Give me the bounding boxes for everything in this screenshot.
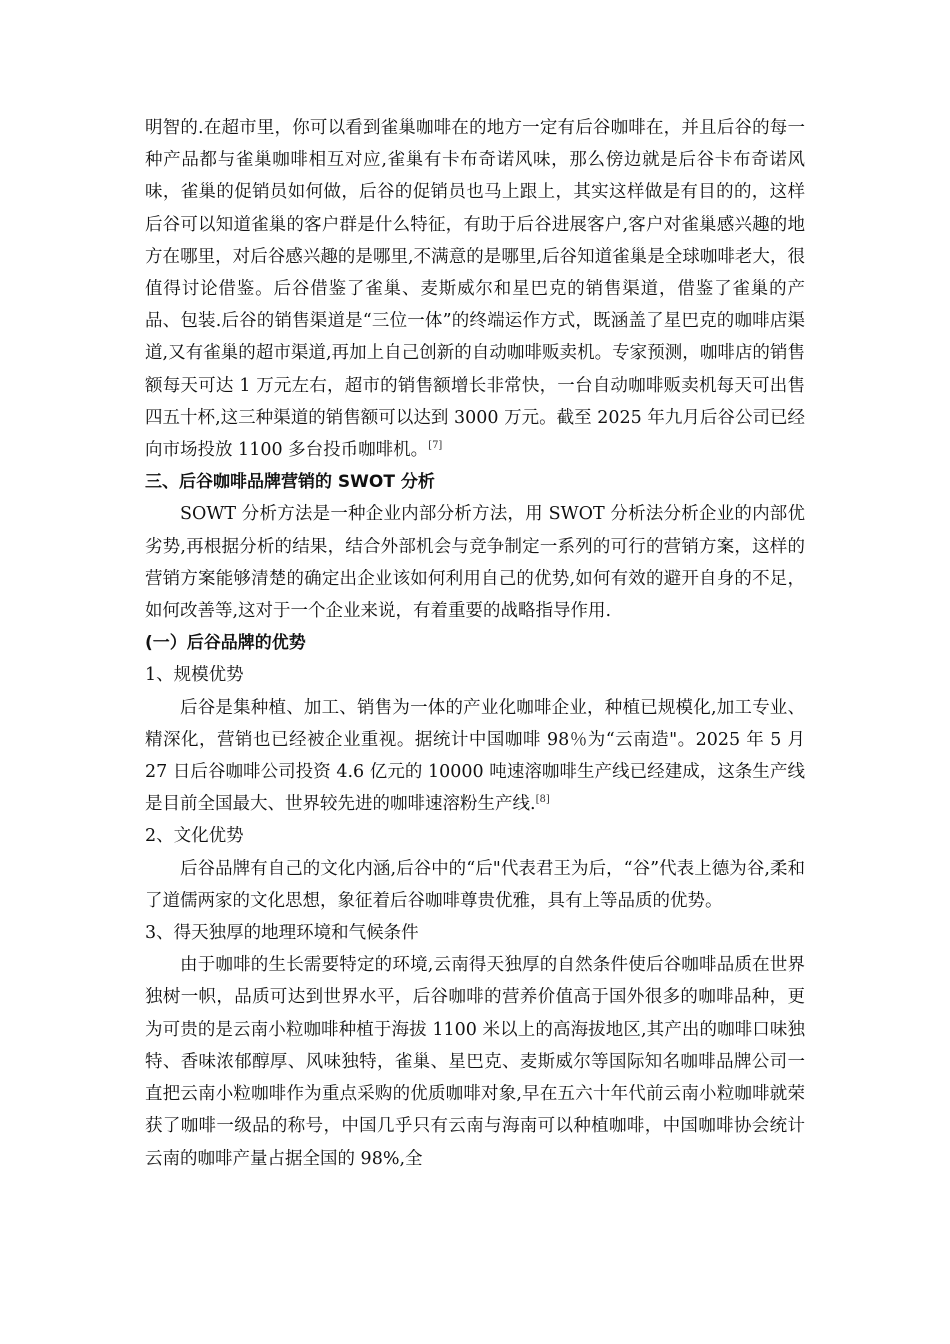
paragraph-scale [145,692,805,821]
paragraph-geography: 由于咖啡的生长需要特定的环境,云南得天独厚的自然条件使后谷咖啡品质在世界独树一帜，品质可达到世界水平，后谷咖啡的营养价值高于国外很多的咖啡品种，更为可贵的是云南小粒咖啡种植于海拔 1100 米以上的高海拔地区,其产出的咖啡口味独特、香味浓郁醇厚、风味独特，雀巢、星巴克、麦斯威尔等国际知名咖啡品牌公司一直把云南小粒咖啡作为重点采购的优质咖啡对象,早在五六十年代前云南小粒咖啡就荣获了咖啡一级品的称号，中国几乎只有云南与海南可以种植咖啡，中国咖啡协会统计云南的咖啡产量占据全国的 98%,全 [145,955,805,1169]
paragraph-swot-intro: SOWT 分析方法是一种企业内部分析方法，用 SWOT 分析法分析企业的内部优劣势,再根据分析的结果，结合外部机会与竞争制定一系列的可行的营销方案，这样的营销方案能够清楚的确定出企业该如何利用自己的优势,如何有效的避开自身的不足，如何改善等,这对于一个企业来说，有着重要的战略指导作用. [145,504,805,622]
section-heading-swot: 三、后谷咖啡品牌营销的 SWOT 分析 [145,472,435,493]
item-heading-culture: 2、文化优势 [145,826,244,847]
paragraph-culture: 后谷品牌有自己的文化内涵,后谷中的“后"代表君王为后，“谷”代表上德为谷,柔和了道儒两家的文化思想，象征着后谷咖啡尊贵优雅，具有上等品质的优势。 [145,858,805,911]
citation-ref: [8] [535,794,550,806]
subsection-heading-advantages: (一）后谷品牌的优势 [145,633,306,654]
document-body [145,112,805,1175]
paragraph-channels [145,112,805,466]
citation-ref: [7] [428,440,443,452]
paragraph-text: 明智的.在超市里，你可以看到雀巢咖啡在的地方一定有后谷咖啡在，并且后谷的每一种产品都与雀巢咖啡相互对应,雀巢有卡布奇诺风味，那么傍边就是后谷卡布奇诺风味，雀巢的促销员如何做，后谷的促销员也马上跟上，其实这样做是有目的的，这样后谷可以知道雀巢的客户群是什么特征，有助于后谷进展客户,客户对雀巢感兴趣的地方在哪里，对后谷感兴趣的是哪里,不满意的是哪里,后谷知道雀巢是全球咖啡老大，很值得讨论借鉴。后谷借鉴了雀巢、麦斯威尔和星巴克的销售渠道，借鉴了雀巢的产品、包装.后谷的销售渠道是“三位一体”的终端运作方式，既涵盖了星巴克的咖啡店渠道,又有雀巢的超市渠道,再加上自己创新的自动咖啡贩卖机。专家预测，咖啡店的销售额每天可达 1 万元左右，超市的销售额增长非常快，一台自动咖啡贩卖机每天可出售四五十杯,这三种渠道的销售额可以达到 3000 万元。截至 2025 年九月后谷公司已经向市场投放 1100 多台投币咖啡机。 [145,118,805,461]
item-heading-geography: 3、得天独厚的地理环境和气候条件 [145,923,419,944]
item-heading-scale: 1、规模优势 [145,665,244,686]
paragraph-text: 后谷是集种植、加工、销售为一体的产业化咖啡企业，种植已规模化,加工专业、精深化，营销也已经被企业重视。据统计中国咖啡 98％为“云南造"。2025 年 5 月 27 日后谷咖啡公司投资 4.6 亿元的 10000 吨速溶咖啡生产线已经建成，这条生产线是目前全国最大、世界较先进的咖啡速溶粉生产线. [145,697,805,815]
